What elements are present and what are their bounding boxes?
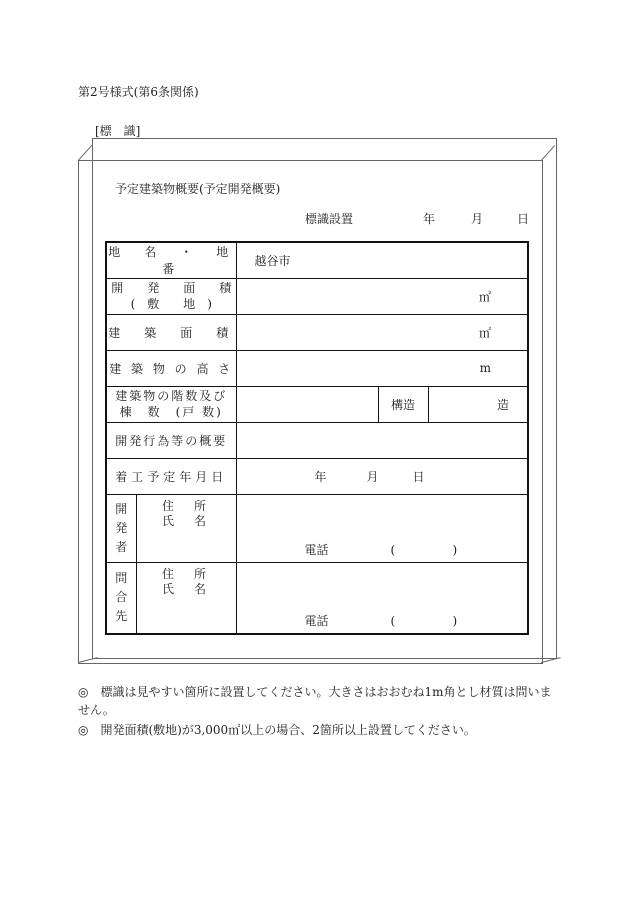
table-row xyxy=(106,422,528,458)
board-edge xyxy=(78,145,92,161)
start-month: 月 xyxy=(366,469,379,484)
dev-area-label-line2: ( 敷 地 ) xyxy=(130,297,212,311)
structure-value[interactable]: 造 xyxy=(428,386,528,422)
install-date-line xyxy=(305,210,529,227)
location-value[interactable]: 越谷市 xyxy=(236,242,528,278)
contact-paren-close: ) xyxy=(452,614,458,628)
table-row xyxy=(106,458,528,494)
contact-address-label xyxy=(136,562,236,634)
developer-vertical-char: 発 xyxy=(115,520,128,535)
contact-vertical-char: 先 xyxy=(115,609,128,624)
developer-paren-close: ) xyxy=(452,542,458,557)
contact-name-text: 氏 名 xyxy=(162,581,211,596)
start-date-value[interactable] xyxy=(236,458,528,494)
contact-vertical-char: 合 xyxy=(115,590,128,605)
dev-area-label-line1: 開 発 面 積 xyxy=(111,281,232,295)
install-date-label: 標識設置 xyxy=(305,212,354,226)
overview-value[interactable] xyxy=(236,422,528,458)
dev-area-unit[interactable]: ㎡ xyxy=(236,278,528,314)
contact-phone-field[interactable] xyxy=(236,562,528,634)
dev-area-label xyxy=(106,278,236,314)
start-date-label: 着工予定年月日 xyxy=(106,458,236,494)
sign-label: [標 識] xyxy=(95,124,141,138)
sign-form-table xyxy=(105,241,529,635)
structure-label: 構造 xyxy=(378,386,428,422)
developer-vertical-char: 者 xyxy=(115,539,128,554)
note-item: ◎ 標識は見やすい箇所に設置してください。大きさはおおむね1m角とし材質は問いません。 xyxy=(78,685,552,717)
install-year: 年 xyxy=(423,212,436,226)
height-label: 建 築 物 の 高 さ xyxy=(106,350,236,386)
note-item: ◎ 開発面積(敷地)が3,000㎡以上の場合、2箇所以上設置してください。 xyxy=(78,723,476,737)
floors-label xyxy=(106,386,236,422)
table-row xyxy=(106,494,528,562)
contact-vertical-label xyxy=(106,562,136,634)
table-row xyxy=(106,314,528,350)
developer-phone-field[interactable] xyxy=(236,494,528,562)
contact-vertical-char: 問 xyxy=(115,571,128,586)
contact-address-text: 住 所 xyxy=(162,566,211,581)
developer-name-text: 氏 名 xyxy=(162,513,211,528)
contact-phone-label: 電話 xyxy=(304,614,329,628)
start-day: 日 xyxy=(412,469,425,484)
building-area-label: 建 築 面 積 xyxy=(106,314,236,350)
developer-paren-open: ( xyxy=(390,542,396,557)
contact-paren-open: ( xyxy=(390,614,396,628)
location-label: 地 名 ・ 地 番 xyxy=(106,242,236,278)
building-area-unit[interactable]: ㎡ xyxy=(236,314,528,350)
form-title: 第2号様式(第6条関係) xyxy=(78,85,199,99)
floors-label-line1: 建築物の階数及び xyxy=(115,389,228,403)
developer-address-text: 住 所 xyxy=(162,498,211,513)
table-row xyxy=(106,562,528,634)
floors-label-line2: 棟 数 (戸 数) xyxy=(119,405,223,419)
subtitle: 予定建築物概要(予定開発概要) xyxy=(115,182,281,196)
install-month: 月 xyxy=(471,212,484,226)
developer-address-label xyxy=(136,494,236,562)
overview-label: 開発行為等の概要 xyxy=(106,422,236,458)
floors-value[interactable] xyxy=(236,386,378,422)
developer-vertical-label xyxy=(106,494,136,562)
table-row xyxy=(106,278,528,314)
table-row xyxy=(106,386,528,422)
start-year: 年 xyxy=(314,469,327,484)
developer-phone-label: 電話 xyxy=(304,542,329,557)
table-row xyxy=(106,242,528,278)
table-row xyxy=(106,350,528,386)
install-day: 日 xyxy=(517,212,530,226)
height-unit[interactable]: m xyxy=(236,350,528,386)
developer-vertical-char: 開 xyxy=(115,501,128,516)
notes xyxy=(78,683,558,741)
